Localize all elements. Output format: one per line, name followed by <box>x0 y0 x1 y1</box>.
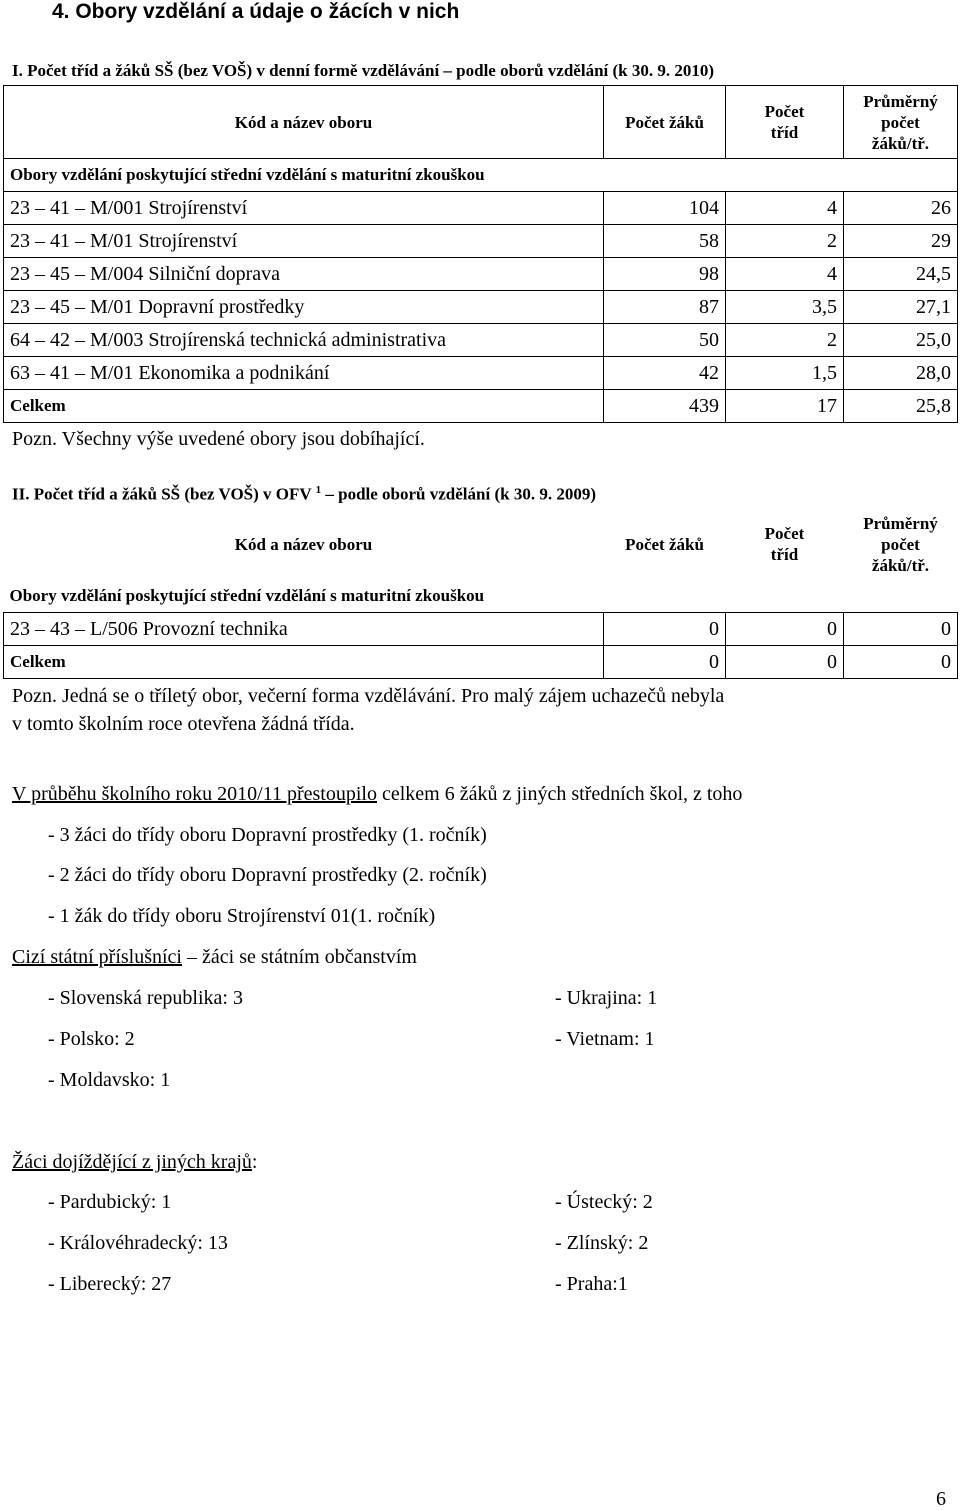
table-row <box>4 324 958 357</box>
table2-header-code-name: Kód a název oboru <box>234 534 373 554</box>
table2-caption: II. Počet tříd a žáků SŠ (bez VOŠ) v OFV $^1$ – podle oborů vzdělání (k 30. 9. 2009) <box>12 484 596 504</box>
table2-header-classes: Počet tříd <box>764 524 805 564</box>
total-classes: 17 <box>726 390 844 423</box>
row-average: 27,1 <box>844 291 958 324</box>
table-row <box>4 258 958 291</box>
total-classes: 0 <box>726 646 844 679</box>
table1 <box>3 85 958 423</box>
row-average: 29 <box>844 225 958 258</box>
table1-header-students: Počet žáků <box>604 86 726 159</box>
row-classes: 1,5 <box>726 357 844 390</box>
table2-note-line1: Pozn. Jedná se o tříletý obor, večerní forma vzdělávání. Pro malý zájem uchazečů nebyla <box>12 685 725 707</box>
table1-caption: I. Počet tříd a žáků SŠ (bez VOŠ) v denní formě vzdělávání – podle oborů vzdělání (k 30. 9. 2010) <box>12 61 715 80</box>
table2-header-average: Průměrný počet žáků/tř. <box>863 513 938 575</box>
table-row <box>4 291 958 324</box>
row-classes: 4 <box>726 192 844 225</box>
table-row <box>4 357 958 390</box>
row-students: 0 <box>604 613 726 646</box>
total-students: 439 <box>604 390 726 423</box>
list-item: - 1 žák do třídy oboru Strojírenství 01(1. ročník) <box>48 905 436 927</box>
list-item: - Vietnam: 1 <box>555 1028 655 1050</box>
row-students: 104 <box>604 192 726 225</box>
table1-total-row <box>4 390 958 423</box>
row-classes: 3,5 <box>726 291 844 324</box>
row-name: 23 – 45 – M/004 Silniční doprava <box>4 258 604 291</box>
table1-header-code-name: Kód a název oboru <box>4 86 604 159</box>
section-heading: 4. Obory vzdělání a údaje o žácích v nich <box>52 0 460 23</box>
table1-header-average: Průměrný počet žáků/tř. <box>844 86 958 159</box>
table2-note-line2: v tomto školním roce otevřena žádná třída. <box>12 713 355 735</box>
row-average: 25,0 <box>844 324 958 357</box>
row-average: 24,5 <box>844 258 958 291</box>
list-item: - Zlínský: 2 <box>555 1232 649 1254</box>
row-classes: 2 <box>726 324 844 357</box>
list-item: - Polsko: 2 <box>48 1028 135 1050</box>
table-row <box>4 225 958 258</box>
table-row <box>4 192 958 225</box>
commuters-heading: Žáci dojíždějící z jiných krajů: <box>12 1151 258 1173</box>
row-classes: 0 <box>726 613 844 646</box>
total-label: Celkem <box>4 390 604 423</box>
list-item: - Královéhradecký: 13 <box>48 1232 228 1254</box>
list-item: - Ústecký: 2 <box>555 1191 653 1213</box>
total-average: 0 <box>844 646 958 679</box>
row-name: 23 – 41 – M/01 Strojírenství <box>4 225 604 258</box>
row-students: 50 <box>604 324 726 357</box>
row-name: 63 – 41 – M/01 Ekonomika a podnikání <box>4 357 604 390</box>
list-item: - Pardubický: 1 <box>48 1191 172 1213</box>
transfers-lead: V průběhu školního roku 2010/11 přestoupilo celkem 6 žáků z jiných středních škol, z toho <box>12 783 743 805</box>
row-students: 98 <box>604 258 726 291</box>
table2-total-row <box>4 646 958 679</box>
row-average: 26 <box>844 192 958 225</box>
list-item: - Moldavsko: 1 <box>48 1069 171 1091</box>
row-name: 64 – 42 – M/003 Strojírenská technická administrativa <box>4 324 604 357</box>
list-item: - Praha:1 <box>555 1273 628 1295</box>
table-row <box>4 613 958 646</box>
list-item: - 2 žáci do třídy oboru Dopravní prostředky (2. ročník) <box>48 864 487 886</box>
table1-note: Pozn. Všechny výše uvedené obory jsou dobíhající. <box>12 428 425 450</box>
list-item: - Slovenská republika: 3 <box>48 987 243 1009</box>
list-item: - Ukrajina: 1 <box>555 987 658 1009</box>
table2-header-students: Počet žáků <box>625 534 704 554</box>
table2 <box>3 508 958 679</box>
row-name: 23 – 41 – M/001 Strojírenství <box>4 192 604 225</box>
page-number: 6 <box>936 1488 946 1510</box>
table2-section-label: Obory vzdělání poskytující střední vzdělání s maturitní zkouškou <box>9 586 485 605</box>
total-average: 25,8 <box>844 390 958 423</box>
table1-header-classes: Počet tříd <box>726 86 844 159</box>
row-classes: 4 <box>726 258 844 291</box>
row-name: 23 – 43 – L/506 Provozní technika <box>4 613 604 646</box>
table1-section-label: Obory vzdělání poskytující střední vzdělání s maturitní zkouškou <box>4 159 958 192</box>
row-average: 0 <box>844 613 958 646</box>
total-label: Celkem <box>4 646 604 679</box>
foreigners-heading: Cizí státní příslušníci – žáci se státním občanstvím <box>12 946 417 968</box>
row-students: 58 <box>604 225 726 258</box>
row-students: 87 <box>604 291 726 324</box>
total-students: 0 <box>604 646 726 679</box>
list-item: - Liberecký: 27 <box>48 1273 172 1295</box>
row-students: 42 <box>604 357 726 390</box>
list-item: - 3 žáci do třídy oboru Dopravní prostředky (1. ročník) <box>48 824 487 846</box>
row-average: 28,0 <box>844 357 958 390</box>
row-classes: 2 <box>726 225 844 258</box>
row-name: 23 – 45 – M/01 Dopravní prostředky <box>4 291 604 324</box>
